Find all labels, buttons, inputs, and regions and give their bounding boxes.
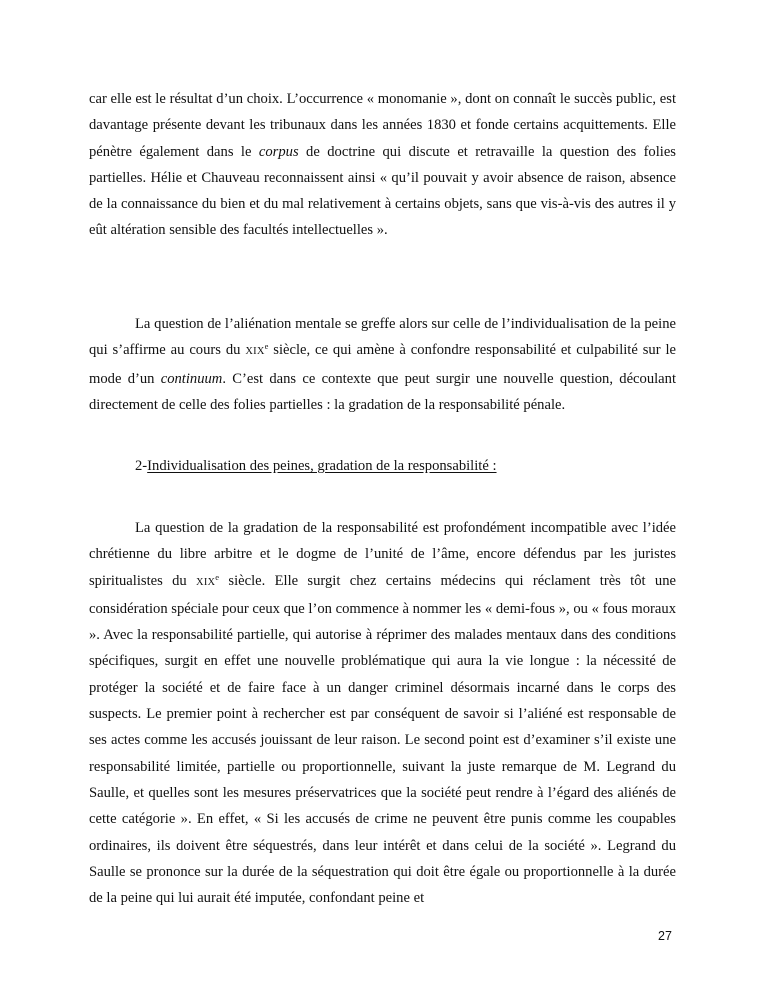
superscript: e <box>215 571 220 582</box>
section-heading <box>135 453 497 479</box>
paragraph-text: . C’est dans ce contexte que peut surgir une nouvelle question, découlant directement de celle des folies partielles : la gradation de la responsabilité pénale. <box>89 370 676 413</box>
italic-term: continuum <box>160 370 223 387</box>
italic-term: corpus <box>258 143 299 160</box>
century-numeral: XIX <box>245 346 265 358</box>
paragraph-text: de doctrine qui discute et retravaille la question des folies partielles. Hélie et Chauveau reconnaissent ainsi « qu’il pouvait y avoir absence de raison, absence de la connaissance du bien et du mal relativement à certains objets, sans que vis-à-vis des autres il y eût altération sensible des facultés intellectuelles ». <box>89 143 676 239</box>
section-title: Individualisation des peines, gradation de la responsabilité : <box>147 458 497 474</box>
century-numeral: XIX <box>196 576 216 588</box>
paragraph-text: car elle est le résultat d’un choix. L’occurrence « monomanie », dont on connaît le succès public, est davantage présente devant les tribunaux dans les années 1830 et fonde certains acquittements. Elle pénètre également dans le <box>89 91 676 160</box>
page-number: 27 <box>658 929 672 943</box>
paragraph-alienation-mentale <box>89 311 676 418</box>
paragraph-gradation-responsabilite <box>89 515 676 911</box>
paragraph-text: La question de l’aliénation mentale se greffe alors sur celle de l’individualisation de la peine qui s’affirme au cours du <box>89 316 676 359</box>
section-number: 2- <box>135 458 148 474</box>
paragraph-monomanie <box>89 86 676 244</box>
superscript: e <box>264 341 269 352</box>
paragraph-text: La question de la gradation de la responsabilité est profondément incompatible avec l’idée chrétienne du libre arbitre et le dogme de l’unité de l’âme, encore défendus par les juristes spiritualistes du <box>89 520 676 589</box>
paragraph-text: siècle, ce qui amène à confondre responsabilité et culpabilité sur le mode d’un <box>89 342 677 387</box>
paragraph-text: siècle. Elle surgit chez certains médecins qui réclament très tôt une considération spéciale pour ceux que l’on commence à nommer les « demi-fous », ou « fous moraux ». Avec la responsabilité partielle, qui autorise à réprimer des malades mentaux dans des conditions spécifiques, surgit en effet une nouvelle problématique qui aura la vie longue : la nécessité de protéger la société et de faire face à un danger criminel désormais incarné dans le corps des suspects. Le premier point à rechercher est par conséquent de savoir si l’aliéné est responsable de ses actes comme les accusés jouissant de leur raison. Le second point est d’examiner s’il existe une responsabilité limitée, partielle ou proportionnelle, suivant la juste remarque de M. Legrand du Saulle, et quelles sont les mesures préservatrices que la société peut rendre à l’égard des aliénés de cette catégorie ». En effet, « Si les accusés de crime ne peuvent être punis comme les coupables ordinaires, ils doivent être séquestrés, dans leur intérêt et dans celui de la société ». Legrand du Saulle se prononce sur la durée de la séquestration qui doit être égale ou proportionnelle à la durée de la peine qui lui aurait été imputée, confondant peine et <box>89 572 676 907</box>
